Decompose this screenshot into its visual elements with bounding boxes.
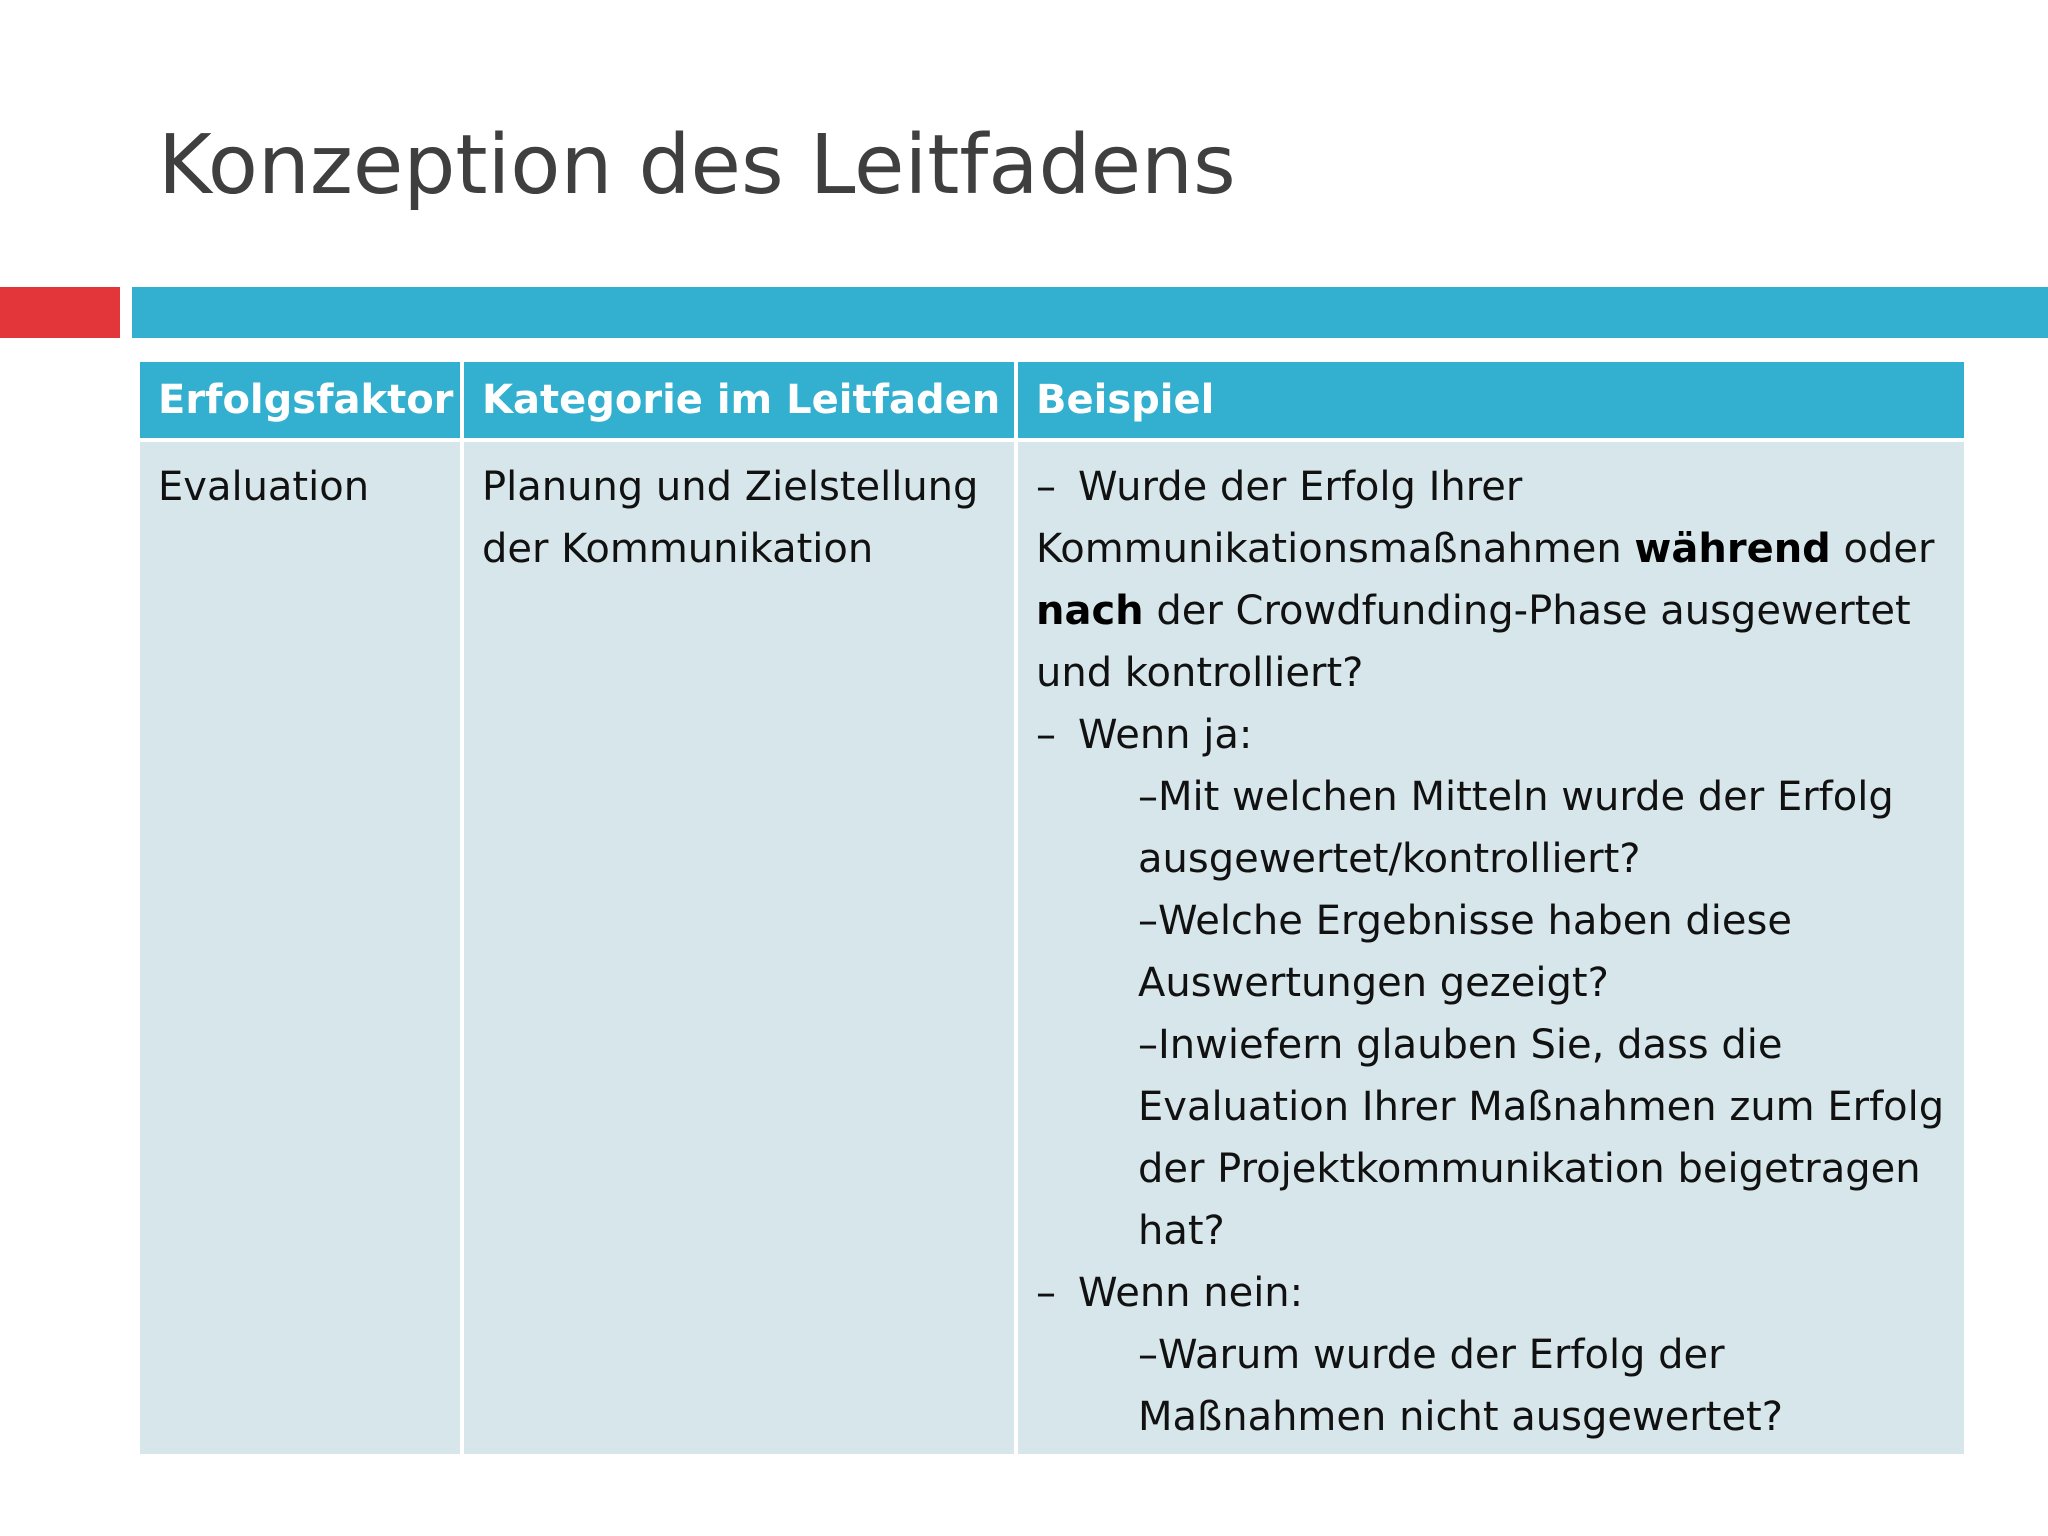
example-if-yes xyxy=(1036,704,1946,766)
example-bold-text: nach xyxy=(1036,588,1144,634)
example-text: der Crowdfunding-Phase ausgewertet xyxy=(1143,588,1911,634)
header-erfolgsfaktor: Erfolgsfaktor xyxy=(140,362,460,438)
example-text: Welche Ergebnisse haben diese Auswertungen gezeigt? xyxy=(1138,898,1792,1006)
example-text: oder xyxy=(1830,526,1935,572)
dash-bullet: – xyxy=(1036,1270,1056,1316)
example-yes-sub-3 xyxy=(1036,1014,1946,1262)
header-beispiel: Beispiel xyxy=(1018,362,1964,438)
example-text: Wenn ja: xyxy=(1078,712,1253,758)
accent-bar-blue xyxy=(132,287,2048,338)
example-text: Mit welchen Mitteln wurde der Erfolg ausgewertet/kontrolliert? xyxy=(1138,774,1894,882)
example-text: Kommunikationsmaßnahmen xyxy=(1036,526,1635,572)
cell-example xyxy=(1018,442,1964,1454)
cell-factor: Evaluation xyxy=(140,442,460,1454)
example-question-line-2 xyxy=(1036,518,1946,580)
slide-title: Konzeption des Leitfadens xyxy=(158,118,1236,213)
example-text: Inwiefern glauben Sie, dass die Evaluation Ihrer Maßnahmen zum Erfolg der Projektkommunikation beigetragen hat? xyxy=(1138,1022,1945,1254)
accent-bar-red xyxy=(0,287,120,338)
example-if-no xyxy=(1036,1262,1946,1324)
example-text: Warum wurde der Erfolg der Maßnahmen nicht ausgewertet? xyxy=(1138,1332,1783,1440)
cell-category: Planung und Zielstellung der Kommunikation xyxy=(464,442,1014,1454)
dash-bullet: – xyxy=(1138,774,1158,820)
example-question-line-3 xyxy=(1036,580,1946,642)
header-kategorie: Kategorie im Leitfaden xyxy=(464,362,1014,438)
dash-bullet: – xyxy=(1138,1022,1158,1068)
example-text: und kontrolliert? xyxy=(1036,650,1364,696)
example-yes-sub-1 xyxy=(1036,766,1946,890)
example-bold-text: während xyxy=(1634,526,1831,572)
content-table xyxy=(136,358,1968,1458)
dash-bullet: – xyxy=(1036,464,1056,510)
table-header-row xyxy=(140,362,1964,438)
example-yes-sub-2 xyxy=(1036,890,1946,1014)
example-no-sub-1 xyxy=(1036,1324,1946,1448)
dash-bullet: – xyxy=(1138,898,1158,944)
example-question-line-4 xyxy=(1036,642,1946,704)
example-question-line-1 xyxy=(1036,456,1946,518)
table-row xyxy=(140,442,1964,1454)
dash-bullet: – xyxy=(1138,1332,1158,1378)
example-text: Wurde der Erfolg Ihrer xyxy=(1078,464,1523,510)
dash-bullet: – xyxy=(1036,712,1056,758)
example-text: Wenn nein: xyxy=(1078,1270,1304,1316)
